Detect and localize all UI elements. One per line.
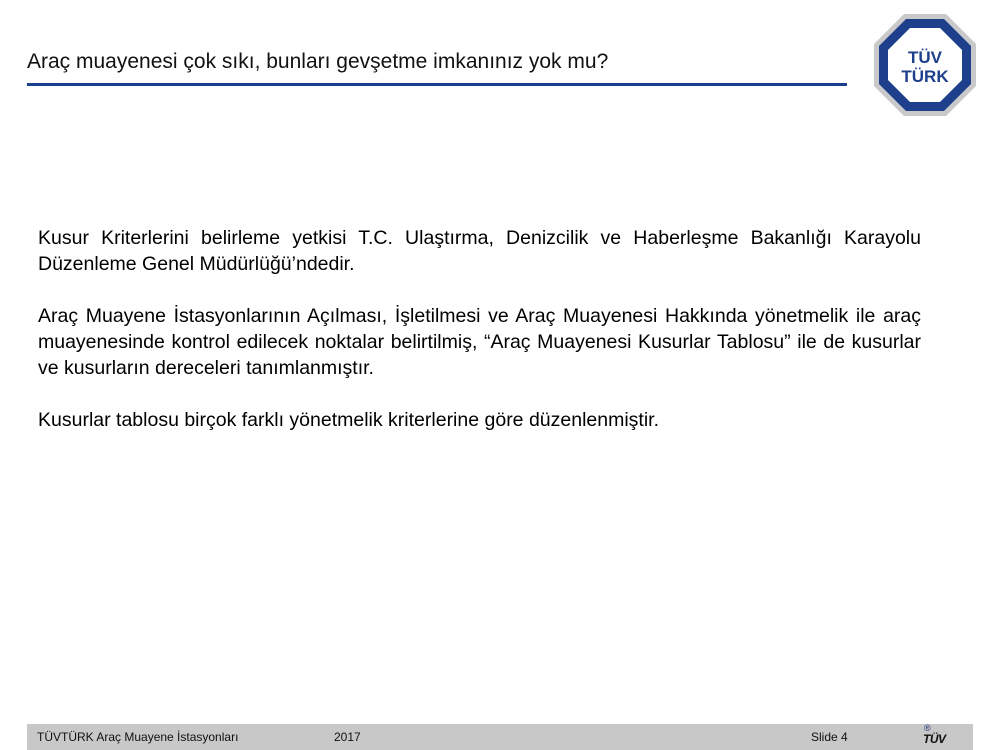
footer-year: 2017 bbox=[334, 730, 361, 744]
logo-bottom-text: TÜRK bbox=[901, 67, 949, 86]
registered-mark: ® bbox=[924, 723, 931, 733]
slide-title: Araç muayenesi çok sıkı, bunları gevşetme imkanınız yok mu? bbox=[27, 50, 609, 73]
tuvturk-logo bbox=[873, 13, 977, 117]
footer-organization: TÜVTÜRK Araç Muayene İstasyonları bbox=[37, 730, 239, 744]
footer-slide-number: Slide 4 bbox=[811, 730, 848, 744]
logo-top-text: TÜV bbox=[908, 48, 942, 67]
paragraph-regulation: Araç Muayene İstasyonlarının Açılması, İşletilmesi ve Araç Muayenesi Hakkında yönetmelik ile araç muayenesinde kontrol edilecek noktalar belirtilmiş, “Araç Muayenesi Kusurlar Tablosu” ile de kusurlar ve kusurların dereceleri tanımlanmıştır. bbox=[38, 305, 921, 379]
footer-brand-logo bbox=[923, 723, 946, 746]
paragraph-authority: Kusur Kriterlerini belirleme yetkisi T.C. Ulaştırma, Denizcilik ve Haberleşme Bakanlığı Karayolu Düzenleme Genel Müdürlüğü’ndedir. bbox=[38, 227, 921, 275]
slide-footer bbox=[27, 724, 973, 750]
title-underline bbox=[27, 83, 847, 86]
paragraph-defect-table: Kusurlar tablosu birçok farklı yönetmelik kriterlerine göre düzenlenmiştir. bbox=[38, 409, 660, 431]
slide-body bbox=[38, 225, 921, 459]
footer-brand-text: TÜV bbox=[923, 732, 946, 746]
